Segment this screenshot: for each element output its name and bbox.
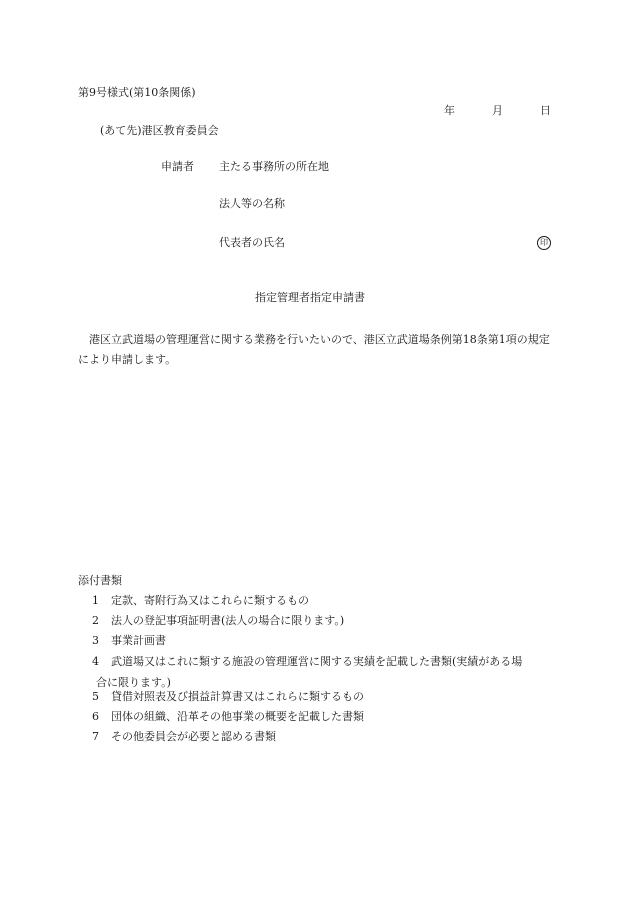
corporation-name-label: 法人等の名称	[219, 197, 285, 210]
attachment-text: その他委員会が必要と認める書類	[111, 730, 276, 743]
date-day-label: 日	[540, 104, 551, 117]
attachment-item-2	[78, 610, 550, 631]
attachment-number: 1	[92, 594, 99, 607]
attachment-number: 3	[92, 634, 99, 647]
date-year-label: 年	[444, 104, 455, 117]
attachment-text: 貸借対照表及び損益計算書又はこれらに類するもの	[111, 690, 364, 703]
document-title: 指定管理者指定申請書	[255, 291, 365, 304]
date-month-label: 月	[492, 104, 503, 117]
applicant-label: 申請者	[161, 160, 194, 173]
attachment-number: 4	[92, 655, 99, 668]
attachment-number: 7	[92, 730, 99, 743]
office-address-label: 主たる事務所の所在地	[219, 160, 329, 173]
attachment-text: 団体の組織、沿革その他事業の概要を記載した書類	[111, 710, 364, 723]
addressee: (あて先)港区教育委員会	[100, 124, 219, 137]
attachment-text: 武道場又はこれに類する施設の管理運営に関する実績を記載した書類(実績がある場	[111, 655, 523, 668]
attachment-text: 事業計画書	[111, 634, 166, 647]
attachment-number: 6	[92, 710, 99, 723]
attachment-item-5	[78, 686, 550, 707]
attachment-item-1	[78, 590, 550, 611]
attachment-text: 法人の登記事項証明書(法人の場合に限ります。)	[111, 614, 345, 627]
attachment-number: 5	[92, 690, 99, 703]
attachment-number: 2	[92, 614, 99, 627]
form-number: 第9号様式(第10条関係)	[78, 86, 196, 99]
attachment-item-6	[78, 706, 550, 727]
attachments-heading: 添付書類	[78, 574, 122, 587]
attachment-text-continued: 合に限ります。)	[96, 676, 171, 689]
body-text: 港区立武道場の管理運営に関する業務を行いたいので、港区立武道場条例第18条第1項の規定により申請します。	[78, 333, 550, 366]
seal-mark: 印	[537, 236, 551, 250]
attachment-item-3	[78, 630, 550, 651]
attachment-item-7	[78, 726, 550, 747]
representative-name-label: 代表者の氏名	[219, 236, 285, 249]
attachment-text: 定款、寄附行為又はこれらに類するもの	[111, 594, 309, 607]
